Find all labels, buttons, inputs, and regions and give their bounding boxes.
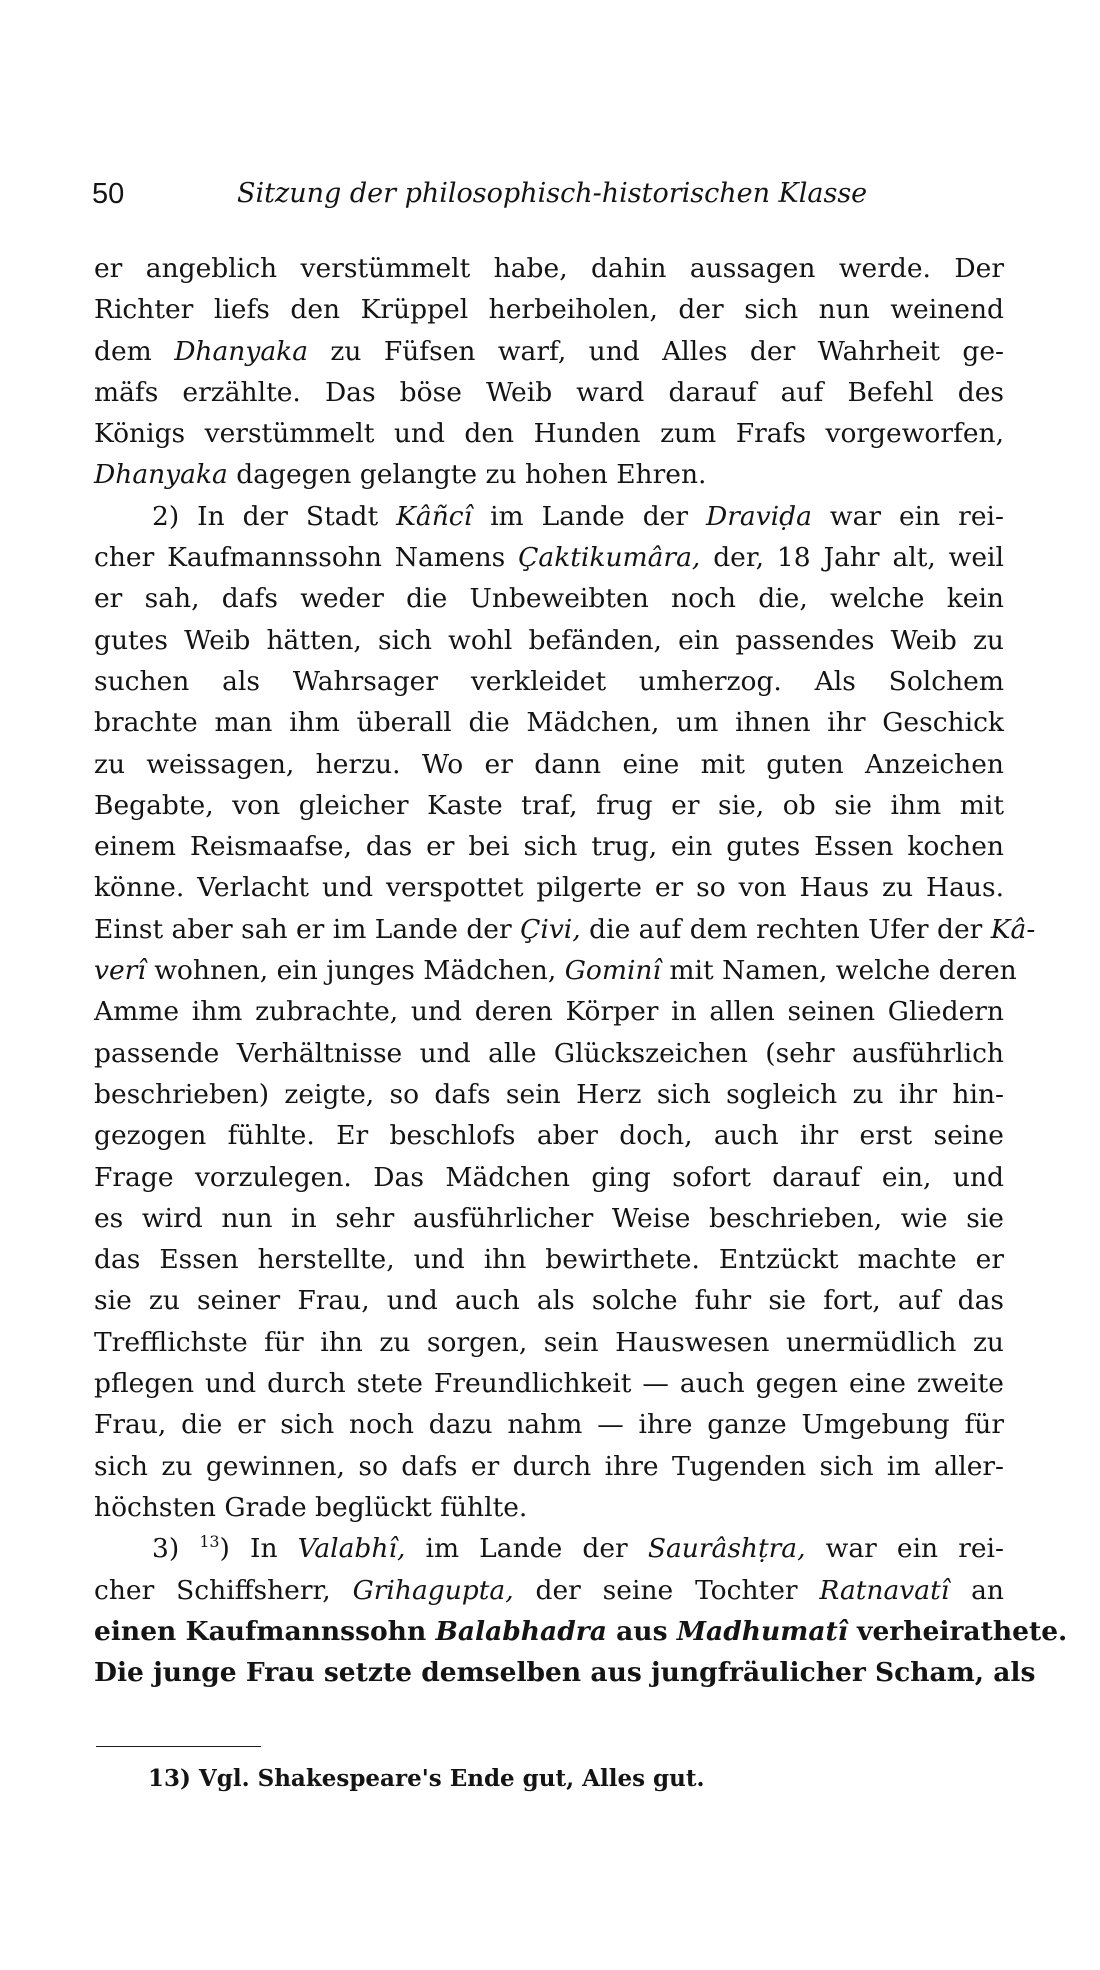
text-line: cher Schiffsherr, Grihagupta, der seine Tochter Ratnavatî an [94,1574,1004,1606]
text-line: er angeblich verstümmelt habe, dahin aussagen werde. Der [94,253,1004,284]
text-line: Begabte, von gleicher Kaste traf, frug er sie, ob sie ihm mit [94,789,1004,821]
text-line: brachte man ihm überall die Mädchen, um ihnen ihr Geschick [94,707,1004,739]
place-valabhi: Valabhî, [297,1533,406,1565]
text-line: Königs verstümmelt und den Hunden zum Frafs vorgeworfen, [94,418,1004,450]
name-dhanyaka: Dhanyaka [174,335,308,367]
text-line: Einst aber sah er im Lande der Çivi, die auf dem rechten Ufer der Kâ- [94,913,1036,945]
place-saurashtra: Saurâshṭra, [647,1533,806,1565]
text-line: Amme ihm zubrachte, und deren Körper in allen seinen Gliedern [94,996,1004,1028]
text-line: mäfs erzählte. Das böse Weib ward darauf auf Befehl des [94,376,1004,408]
name-caktikumara: Çaktikumâra, [518,542,701,574]
footnote-reference: 13 [199,1532,220,1552]
place-kaveri: Kâ- [990,913,1036,945]
text-line: einem Reismaafse, das er bei sich trug, ein gutes Essen kochen [94,831,1004,863]
footnote-text: Vgl. Shakespeare's Ende gut, Alles gut. [198,1765,705,1792]
place-kanci: Kâñcî [396,500,473,532]
text-line: Frau, die er sich noch dazu nahm — ihre ganze Umgebung für [94,1409,1004,1441]
name-dhanyaka: Dhanyaka [94,459,228,491]
name-grihagupta: Grihagupta, [352,1574,514,1606]
text-line: passende Verhältnisse und alle Glückszeichen (sehr ausführlich [94,1037,1004,1069]
text-line: beschrieben) zeigte, so dafs sein Herz sich sogleich zu ihr hin- [94,1078,1004,1110]
name-balabhadra: Balabhadra [435,1615,607,1647]
running-title: Sitzung der philosophisch-historischen Klasse [237,178,868,209]
paragraph-1 [94,248,1004,496]
text-line: gezogen fühlte. Er beschlofs aber doch, auch ihr erst seine [94,1120,1004,1152]
paragraph-2 [94,496,1036,1528]
text-line: Dhanyaka dagegen gelangte zu hohen Ehren. [94,459,707,491]
body-text [94,248,1068,1693]
text-line: dem Dhanyaka zu Füfsen warf, und Alles der Wahrheit ge- [94,335,1004,367]
text-line: gutes Weib hätten, sich wohl befänden, ein passendes Weib zu [94,624,1004,656]
footnote-marker: 13) [148,1765,191,1792]
place-civi: Çivi, [520,913,581,945]
text-line: 2) In der Stadt Kâñcî im Lande der Draviḍa war ein rei- [152,500,1004,532]
name-gomini: Gominî [564,955,661,987]
text-line: pflegen und durch stete Freundlichkeit — auch gegen eine zweite [94,1368,1004,1400]
text-line: es wird nun in sehr ausführlicher Weise beschrieben, wie sie [94,1202,1004,1234]
text-line: höchsten Grade beglückt fühlte. [94,1491,528,1523]
text-line: könne. Verlacht und verspottet pilgerte er so von Haus zu Haus. [94,872,1004,904]
text-line: sie zu seiner Frau, und auch als solche fuhr sie fort, auf das [94,1285,1004,1317]
text-line: zu weissagen, herzu. Wo er dann eine mit guten Anzeichen [94,748,1004,780]
name-ratnavati: Ratnavatî [819,1574,950,1606]
place-madhumati: Madhumatî [676,1615,848,1647]
page-number: 50 [92,178,125,210]
place-kaveri: verî [94,955,146,987]
text-line: Trefflichste für ihn zu sorgen, sein Hauswesen unermüdlich zu [94,1326,1004,1358]
footnote [148,1764,968,1794]
place-dravida: Draviḍa [705,500,812,532]
text-line: er sah, dafs weder die Unbeweibten noch die, welche kein [94,583,1004,615]
text-line: sich zu gewinnen, so dafs er durch ihre Tugenden sich im aller- [94,1450,1004,1482]
text-line: einen Kaufmannssohn Balabhadra aus Madhumatî verheirathete. [94,1615,1068,1647]
text-line: das Essen herstellte, und ihn bewirthete. Entzückt machte er [94,1244,1004,1276]
text-line: Richter liefs den Krüppel herbeiholen, der sich nun weinend [94,294,1004,326]
text-line: 3) $^{13}$) In Valabhî, im Lande der Saurâshṭra, war ein rei- [152,1532,1004,1565]
text-line: verî wohnen, ein junges Mädchen, Gominî mit Namen, welche deren [94,955,1017,987]
paragraph-3 [94,1528,1068,1693]
text-line: cher Kaufmannssohn Namens Çaktikumâra, der, 18 Jahr alt, weil [94,542,1004,574]
text-line: suchen als Wahrsager verkleidet umherzog. Als Solchem [94,665,1004,697]
text-line: Frage vorzulegen. Das Mädchen ging sofort darauf ein, und [94,1161,1004,1193]
footnote-divider [96,1746,261,1747]
text-line: Die junge Frau setzte demselben aus jungfräulicher Scham, als [94,1657,1036,1689]
